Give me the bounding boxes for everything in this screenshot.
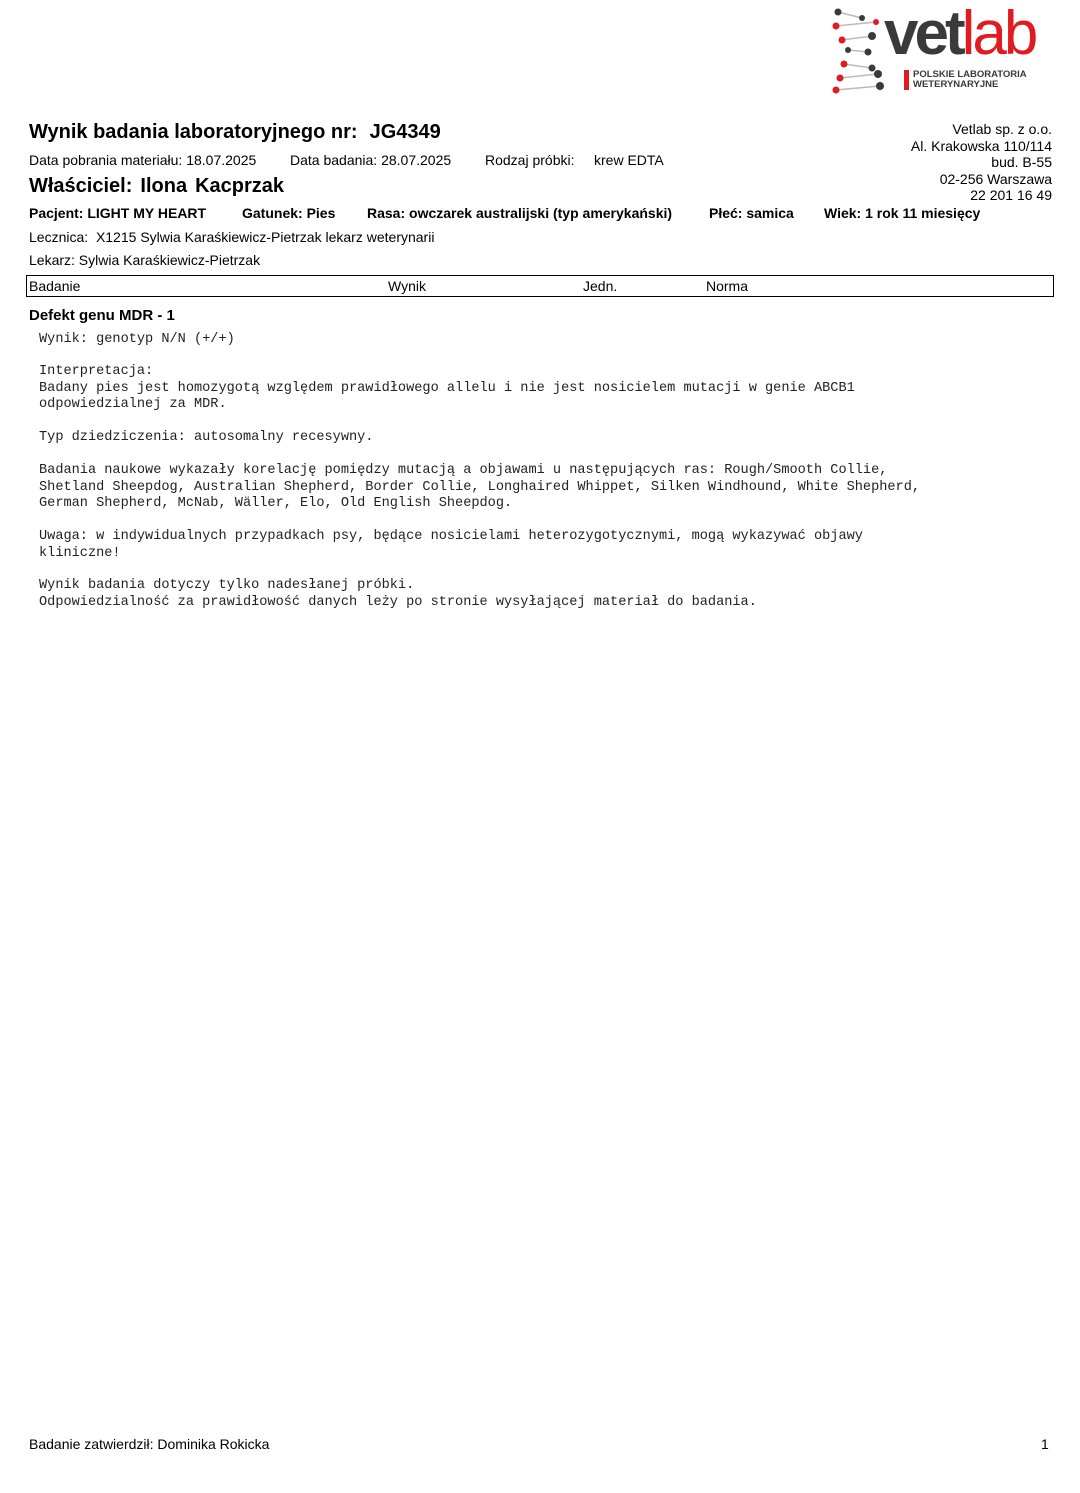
owner-last-name: Kacprzak: [195, 175, 284, 197]
test-title: Defekt genu MDR - 1: [29, 307, 175, 324]
company-city: 02-256 Warszawa: [939, 170, 1052, 187]
breeds-line-3: German Shepherd, McNab, Wäller, Elo, Old English Sheepdog.: [39, 496, 513, 511]
logo-wordmark: [884, 0, 1035, 70]
disclaimer-line-1: Wynik badania dotyczy tylko nadesłanej próbki.: [39, 578, 415, 593]
clinic-id: X1215: [95, 229, 137, 245]
clinic-role: lekarz: [325, 229, 363, 245]
owner-first-name: Ilona: [140, 175, 188, 197]
logo-subtitle-line-1: POLSKIE LABORATORIA: [913, 69, 1027, 80]
inheritance: Typ dziedziczenia: autosomalny recesywny.: [39, 430, 374, 445]
owner: [29, 175, 284, 198]
sample-type-label: Rodzaj próbki:: [485, 152, 575, 168]
patient-species: Gatunek: Pies: [242, 205, 336, 221]
vetlab-logo: [832, 0, 1056, 96]
patient-name: Pacjent: LIGHT MY HEART: [29, 205, 207, 221]
clinic: [29, 229, 434, 245]
clinic-role-2: weterynarii: [366, 229, 435, 245]
patient-sex: Płeć: samica: [709, 205, 794, 221]
title-label: Wynik badania laboratoryjnego nr:: [29, 121, 358, 143]
dna-helix-icon: [832, 6, 892, 96]
approved-by: Badanie zatwierdził: Dominika Rokicka: [29, 1436, 270, 1452]
sample-type-value: krew EDTA: [594, 152, 664, 168]
logo-subtitle: [904, 70, 1027, 90]
company-phone: 22 201 16 49: [970, 187, 1052, 203]
interpretation-line-2: odpowiedzialnej za MDR.: [39, 397, 227, 412]
note-line-1: Uwaga: w indywidualnych przypadkach psy, będące nosicielami heterozygotycznymi, mogą wykazywać objawy: [39, 529, 863, 544]
col-norm: Norma: [706, 278, 749, 294]
patient-breed: Rasa: owczarek australijski (typ amerykański): [367, 205, 673, 221]
disclaimer-line-2: Odpowiedzialność za prawidłowość danych leży po stronie wysyłającej materiał do badania.: [39, 595, 757, 610]
col-unit: Jedn.: [583, 278, 618, 294]
breeds-line-1: Badania naukowe wykazały korelację pomiędzy mutacją a objawami u następujących ras: Rough/Smooth Collie,: [39, 463, 888, 478]
owner-label: Właściciel:: [29, 175, 133, 197]
clinic-label: Lecznica:: [29, 229, 89, 245]
page-number: 1: [1041, 1436, 1049, 1452]
note-line-2: kliniczne!: [39, 546, 121, 561]
company-building: bud. B-55: [991, 154, 1052, 170]
doctor: Lekarz: Sylwia Karaśkiewicz-Pietrzak: [29, 252, 261, 268]
logo-subtitle-line-2: WETERYNARYJNE: [913, 79, 999, 90]
col-result: Wynik: [388, 278, 426, 294]
interpretation-label: Interpretacja:: [39, 364, 154, 379]
patient-age: Wiek: 1 rok 11 miesięcy: [824, 205, 981, 221]
breeds-line-2: Shetland Sheepdog, Australian Shepherd, Border Collie, Longhaired Whippet, Silken Windhound, White Shepherd,: [39, 480, 921, 495]
clinic-name: Sylwia: [140, 229, 181, 245]
interpretation-line-1: Badany pies jest homozygotą względem prawidłowego allelu i nie jest nosicielem mutacji w genie ABCB1: [39, 381, 855, 396]
results-table-header: [26, 275, 1054, 297]
test-result: Wynik: genotyp N/N (+/+): [39, 332, 235, 347]
result-number: JG4349: [369, 121, 441, 143]
company-street: Al. Krakowska 110/114: [910, 137, 1052, 154]
clinic-surname: Karaśkiewicz-Pietrzak: [184, 229, 322, 245]
col-test: Badanie: [29, 278, 81, 294]
logo-word-lab: lab: [961, 0, 1036, 68]
test-date: Data badania: 28.07.2025: [290, 152, 452, 168]
sample-date: Data pobrania materiału: 18.07.2025: [29, 152, 257, 168]
company-name: Vetlab sp. z o.o.: [952, 121, 1052, 137]
logo-word-vet: vet: [884, 0, 962, 68]
page-title: [29, 121, 441, 144]
company-address: [911, 121, 1052, 204]
